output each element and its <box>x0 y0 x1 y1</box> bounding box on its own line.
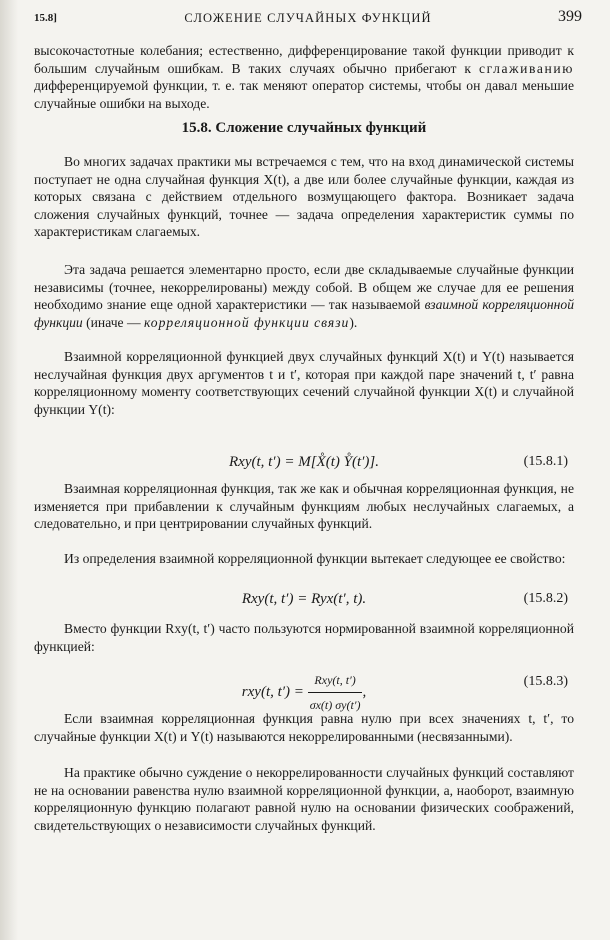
paragraph-2-mid: (иначе — <box>82 314 144 330</box>
equation-15-8-2 <box>34 591 574 613</box>
term-cross-correlation: взаимной корреляционной функции <box>34 297 574 330</box>
equation-3-denominator: σx(t) σy(t′) <box>309 698 361 712</box>
equation-1-formula: Rxy(t, t′) = M[X̊(t) Y̊(t′)]. <box>229 454 379 470</box>
paragraph-2 <box>34 261 574 331</box>
equation-3-tail: , <box>362 683 367 700</box>
section-heading: 15.8. Сложение случайных функций <box>181 120 427 136</box>
paragraph-8 <box>34 764 574 834</box>
paragraph-5-text: Из определения взаимной корреляционной функции вытекает следующее ее свойство: <box>64 551 566 566</box>
paragraph-7-text: Если взаимная корреляционная функция равна нулю при всех значениях t, t′, то случайные функции X(t) и Y(t) называются некоррелированными (несвязанными). <box>34 711 574 744</box>
intro-line-2: дифференцируемой функции, т. е. так меняют оператор системы, чтобы он давал меньшие случайные ошибки на выходе. <box>34 78 574 111</box>
paragraph-3 <box>34 348 574 418</box>
header-section-ref: 15.8] <box>34 12 57 24</box>
paragraph-8-text: На практике обычно суждение о некоррелированности случайных функций составляют не на основании равенства нулю взаимной корреляционной функции, а, наоборот, взаимную корреляционную функцию полагают равной нулю на основании физических соображений, свидетельствующих о независимости случайных функций. <box>34 765 574 833</box>
paragraph-1 <box>34 153 574 241</box>
paragraph-4-text: Взаимная корреляционная функция, так же как и обычная корреляционная функция, не изменяется при прибавлении к случайным функциям любых неслучайных слагаемых, а следовательно, и при центрировании случайных функций. <box>34 481 574 531</box>
paragraph-3-text: Взаимной корреляционной функцией двух случайных функций X(t) и Y(t) называется неслучайная функция двух аргументов t и t′, которая при каждой паре значений t, t′ равна корреляционному моменту соответствующих сечений случайной функции X(t) и случайной функции Y(t): <box>34 349 574 417</box>
intro-paragraph <box>34 42 574 112</box>
paragraph-6 <box>34 620 574 655</box>
equation-2-number: (15.8.2) <box>523 591 568 606</box>
equation-15-8-1 <box>34 454 574 476</box>
equation-3-number: (15.8.3) <box>523 674 568 689</box>
equation-3-lhs: rxy(t, t′) = <box>241 683 304 700</box>
equation-2-formula: Rxy(t, t′) = Ryx(t′, t). <box>241 591 367 607</box>
paragraph-6-text: Вместо функции Rxy(t, t′) часто пользуются нормированной взаимной корреляционной функцией: <box>34 621 574 654</box>
equation-3-numerator: Rxy(t, t′) <box>308 668 363 693</box>
paragraph-4 <box>34 480 574 533</box>
page-edge-shadow <box>0 0 18 940</box>
paragraph-7 <box>34 710 574 745</box>
page-number: 399 <box>558 8 582 25</box>
paragraph-1-text: Во многих задачах практики мы встречаемся с тем, что на вход динамической системы поступает не одна случайная функция X(t), а две или более случайные функции, каждая из которых связана с действием отдельного возмущающего фактора. Возникает задача сложения случайных функций, точнее — задача определения характеристик суммы по характеристикам слагаемых. <box>34 154 574 239</box>
paragraph-2-end: ). <box>349 314 358 330</box>
header-running-title: СЛОЖЕНИЕ СЛУЧАЙНЫХ ФУНКЦИЙ <box>184 11 432 25</box>
equation-1-number: (15.8.1) <box>523 454 568 469</box>
term-correlation-function-link: корреляционной функции связи <box>143 314 350 330</box>
intro-spaced-phrase: сглаживанию <box>479 60 574 76</box>
running-header <box>34 8 582 30</box>
intro-line-1: высокочастотные колебания; естественно, дифференцирование такой функции приводит к большим случайным ошибкам. В таких случаях обычно прибегают к <box>34 43 574 76</box>
paragraph-2-start: Эта задача решается элементарно просто, если две складываемые случайные функции независимы (точнее, некоррелированы) между собой. В общем же случае для ее решения необходимо знание еще одной характеристики — так называемой <box>34 262 574 312</box>
paragraph-5 <box>34 550 574 568</box>
